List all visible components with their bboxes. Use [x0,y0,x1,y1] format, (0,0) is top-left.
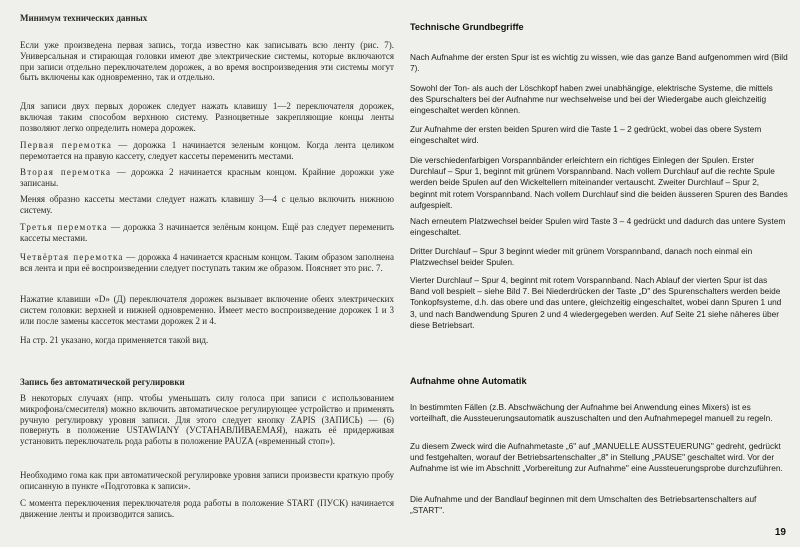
de-paragraph: In bestimmten Fällen (z.B. Abschwächung der Aufnahme bei Anwendung eines Mixers) ist es vorteilhaft, die Aussteuerungsautomatik auszuschalten und den Aufnahmepegel manuell zu regeln. [410,402,773,424]
ru-term: Третья перемотка [20,222,108,232]
ru-paragraph [20,140,394,162]
de-heading-no-automatic: Aufnahme ohne Automatik [410,376,527,386]
ru-text: — дорожка 4 начинается красным концом. Таким образом заполнена вся лента и при её воспроизведении следует поступать таким же образом. Поясняет это рис. 7. [20,252,394,273]
ru-paragraph: На стр. 21 указано, когда применяется такой вид. [20,335,209,345]
ru-paragraph [20,222,394,244]
ru-paragraph [20,167,394,189]
ru-paragraph: Меняя образно кассеты местами следует нажать клавишу 3—4 с целью включить нижнюю систему. [20,194,394,215]
ru-paragraph: Если уже произведена первая запись, тогда известно как записывать всю ленту (рис. 7). Универсальная и стирающая головки имеют две электрические системы, которые включаются при записи отдельно переключателем дорожек, а во время воспроизведения эти системы могут быть включены как одновременно, так и отдельно. [20,40,394,83]
de-paragraph: Nach erneutem Platzwechsel beider Spulen wird Taste 3 – 4 gedrückt und dadurch das untere System eingeschaltet. [410,216,786,238]
de-paragraph: Sowohl der Ton- als auch der Löschkopf haben zwei unabhängige, elektrische Systeme, die mittels des Spurschalters bei der Aufnahme nur wechselweise und bei der Wiedergabe auch gleichzeitig eingeschaltet werden können. [410,83,773,116]
de-paragraph: Zu diesem Zweck wird die Aufnahmetaste „6" auf „MANUELLE AUSSTEUERUNG" gedreht, gedrückt und festgehalten, worauf der Betriebsartenschalter „8" in Stellung „PAUSE" geschaltet wird. Vor der Aufnahme ist wie im Abschnitt „Vorbereitung zur Aufnahme" eine Aussteuerungsprobe durchzuführen. [410,441,783,474]
ru-paragraph: С момента переключения переключателя рода работы в положение START (ПУСК) начинается движение ленты и производится запись. [20,498,394,519]
ru-paragraph: Нажатие клавиши «D» (Д) переключателя дорожек вызывает включение обеих электрических систем головки: верхней и нижней одновременно. Имеет место воспроизведение дорожек 1 и 3 или после замены кассеток местами дорожек 2 и 4. [20,294,394,326]
ru-paragraph: Необходимо гома как при автоматической регулировке уровня записи произвести краткую пробу описанную в пункте «Подготовка к записи». [20,470,394,491]
ru-term: Вторая перемотка [20,167,112,177]
ru-heading-technical-data: Минимум технических данных [20,13,148,23]
de-paragraph: Die Aufnahme und der Bandlauf beginnen mit dem Umschalten des Betriebsartenschalters auf „START". [410,494,757,516]
de-paragraph: Zur Aufnahme der ersten beiden Spuren wird die Taste 1 – 2 gedrückt, wobei das obere System eingeschaltet wird. [410,124,762,146]
ru-term: Четвёртая перемотка [20,252,124,262]
ru-text: — дорожка 3 начинается зелёным концом. Ещё раз следует переменить кассеты местами. [20,222,394,243]
ru-text: — дорожка 1 начинается зеленым концом. Когда лента целиком перемотается на правую кассету, следует кассеты переменить местами. [20,140,394,161]
ru-paragraph: В некоторых случаях (нпр. чтобы уменьшать силу голоса при записи с использованием микрофона/смесителя) можно включить автоматическое регулирующее устройство и применять ручную регулировку уровня записи. Для этого следует кнопку ZAPIS (ЗАПИСЬ) — (6) повернуть в положение USTAWIANY (УСТАНАВЛИВАЕМАЯ), нажать её придерживая установить переключатель рода работы в положение PAUZA («временный стоп»). [20,393,394,447]
ru-paragraph [20,252,394,274]
de-paragraph: Dritter Durchlauf – Spur 3 beginnt wieder mit grünem Vorspannband, danach noch einmal ein Platzwechsel beider Spulen. [410,246,753,268]
de-paragraph: Die verschiedenfarbigen Vorspannbänder erleichtern ein richtiges Einlegen der Spulen. Erster Durchlauf – Spur 1, beginnt mit grünem Vorspannband. Nach vollem Durchlauf auf die rechte Spule werden beide Spulen auf den Wickeltellern miteinander vertauscht. Zweiter Durchlauf – Spur 2, beginnt mit rotem Vorspannband. Nach vollem Durchlauf sind die beiden äusseren Spuren des Bandes aufgespielt. [410,155,788,210]
ru-paragraph: Для записи двух первых дорожек следует нажать клавишу 1—2 переключателя дорожек, включая таким способом верхнюю систему. Разноцветные закрепляющие концы ленты позволяют легко определить номера дорожек. [20,101,394,133]
de-paragraph: Nach Aufnahme der ersten Spur ist es wichtig zu wissen, wie das ganze Band aufgenommen wird (Bild 7). [410,52,788,74]
de-heading-technical-terms: Technische Grundbegriffe [410,22,524,32]
ru-heading-no-automatic: Запись без автоматической регулировки [20,377,185,387]
page-number: 19 [774,527,786,538]
ru-term: Первая перемотка [20,140,113,150]
ru-text: — дорожка 2 начинается красным концом. Крайние дорожки уже записаны. [20,167,394,188]
de-paragraph: Vierter Durchlauf – Spur 4, beginnt mit rotem Vorspannband. Nach Ablauf der vierten Spur ist das Band voll bespielt – siehe Bild 7. Bei Niederdrücken der Taste „D" des Spurenschalters werden beide Tonkopfsysteme, d.h. das obere und das untere, gleichzeitig eingeschaltet, wobei dann Spuren 1 und 3, und nach Bandwendung Spuren 2 und 4 wiedergegeben werden. Auf Seite 21 siehe näheres über diese Betriebsart. [410,275,782,330]
